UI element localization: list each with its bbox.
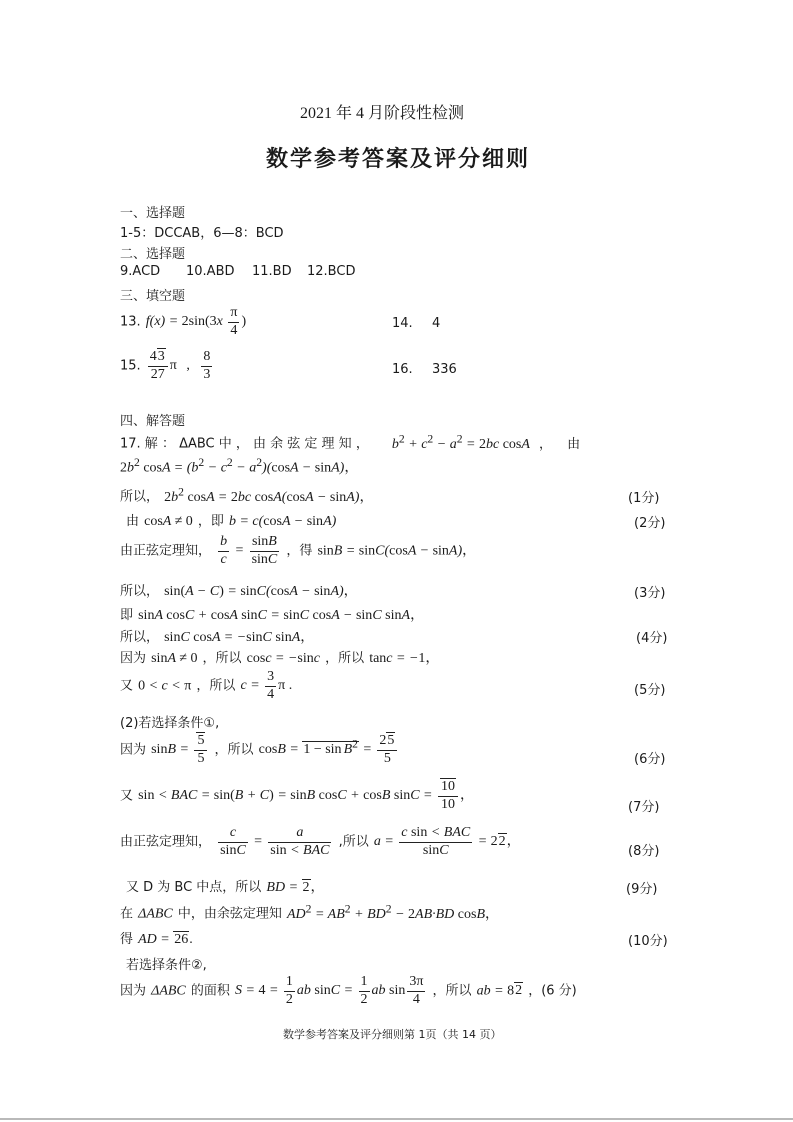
answer-14: 4 <box>432 316 441 331</box>
formula: a = $\frac{\text{c sin < BAC}}{\sin C}$ = 22， <box>373 825 521 858</box>
formula: $\frac{c}{\sin C}$ = $\frac{a}{\text{sin < BAC}}$ <box>220 825 330 858</box>
condition-heading: 若选择条件②, <box>126 958 207 973</box>
formula: AD = 26. <box>138 932 193 947</box>
score-label: (3分) <box>634 586 666 601</box>
solution-line: 所以， $2b^2$ cosA = 2bc cosA(cosA − sinA)， <box>120 485 374 505</box>
page-footer: 数学参考答案及评分细则第 1页（共 14 页） <box>283 1028 502 1041</box>
formula: b = c(cosA − sinA) <box>228 514 337 529</box>
section-heading-multi: 二、选择题 <box>120 247 186 262</box>
formula: sinC cosA = −sinC sinA， <box>164 630 315 645</box>
solution-line: 由正弦定理知， $\frac{c}{\sin C}$ = $\frac{a}{\text{sin < BAC}}$ ,所以 a = $\frac{\text{c sin < BAC}}{\sin C}$ = 22， <box>120 825 521 858</box>
formula: $2b^2$ cosA = 2bc cosA(cosA − sinA)， <box>164 485 374 505</box>
solution-line: 在 ΔABC 中，由余弦定理知 $AD^2 = AB^2 + BD^2 - 2AB\cdot BD$ cosB， <box>120 902 500 922</box>
score-label: (7分) <box>628 800 660 815</box>
formula: $\frac{b}{c}$ = $\frac{\sin B}{\sin C}$ <box>220 534 278 567</box>
score-label: (2分) <box>634 516 666 531</box>
score-label: (8分) <box>628 844 660 859</box>
answer-13 <box>120 306 246 338</box>
solution-line: 即 sinA cosC + cosA sinC = sinC cosA − sinC sinA， <box>120 608 425 623</box>
solution-line: 因为 sinB = $\frac{5}{5}$ ，所以 $\cos B = 1 - \sin B^2$ = $\frac{25}{5}$ <box>120 734 399 766</box>
formula: 0 < c < π <box>138 678 192 694</box>
solution-line: 17. 解 ： ΔABC 中 ， 由 余 弦 定 理 知 ， $b^2 + c^2 - a^2 = 2bc$ cosA ， 由 <box>120 432 581 452</box>
formula: S = 4 = $\frac{1}{2}$ ab sinC = $\frac{1}{2}$ ab sin $\frac{3\pi}{4}$ <box>234 974 424 1007</box>
solution-line: 由正弦定理知， $\frac{b}{c}$ = $\frac{\sin B}{\sin C}$ ，得 sinB = sinC(cosA − sinA)， <box>120 534 477 567</box>
formula: $b^2 + c^2 - a^2 = 2bc$ cosA <box>391 432 530 452</box>
formula: $2b^2$ $\cos A = (b^2 - c^2 - a^2)(\cos A - \sin A)$， <box>120 456 359 476</box>
formula: $\cos B = 1 - \sin B^2$ = $\frac{25}{5}$ <box>259 742 400 757</box>
formula: $AD^2 = AB^2 + BD^2 - 2AB\cdot BD$ cosB， <box>286 902 500 922</box>
solution-line: 又 sin < BAC = sin(B + C) = sinB cosC + cosB sinC = $\frac{10}{10}$ ， <box>120 779 475 812</box>
formula: f(x) = 2sin(3x $\frac{\pi}{4}$ ) <box>145 305 247 338</box>
answer-15 <box>120 350 214 382</box>
formula: sinB = $\frac{5}{5}$ <box>151 742 209 757</box>
page-title: 数学参考答案及评分细则 <box>266 147 531 172</box>
solution-line: 又 0 < c < π ，所以 c = $\frac{3}{4}$ π . <box>120 669 293 702</box>
multi-answer: 11.BD <box>252 264 292 279</box>
solution-line: 因为 sinA ≠ 0 ，所以 cosc = −sinc ，所以 tanc = −1， <box>120 651 440 666</box>
question-label: 14. <box>392 316 413 331</box>
formula: c = $\frac{3}{4}$ π . <box>240 669 293 702</box>
choice-answers: 1-5：DCCAB，6—8：BCD <box>120 226 284 241</box>
solution-line: 所以， sin(A − C) = sinC(cosA − sinA)， <box>120 584 358 599</box>
question-label: 16. <box>392 362 413 377</box>
solution-line: 又 D 为 BC 中点，所以 BD = 2， <box>126 880 325 895</box>
formula: ΔABC <box>138 906 173 922</box>
solution-line: 得 AD = 26. <box>120 932 193 947</box>
condition-heading: (2)若选择条件①, <box>120 716 220 731</box>
formula: sinA ≠ 0 <box>151 651 198 666</box>
question-label: 13. <box>120 314 141 330</box>
multi-answer: 12.BCD <box>307 264 356 279</box>
score-label: (5分) <box>634 683 666 698</box>
formula: BD = 2， <box>266 880 325 895</box>
score-label: (4分) <box>636 631 668 646</box>
formula: sinA cosC + cosA sinC = sinC cosA − sinC sinA， <box>138 608 425 623</box>
formula: cosA ≠ 0 <box>144 514 193 529</box>
formula: ΔABC <box>151 983 186 999</box>
formula: sinB = sinC(cosA − sinA)， <box>317 543 477 559</box>
formula: sin < BAC = sin(B + C) = sinB cosC + cosB sinC = $\frac{10}{10}$ ， <box>138 779 475 812</box>
formula: sin(A − C) = sinC(cosA − sinA)， <box>164 584 358 599</box>
solution-line: 所以， sinC cosA = −sinC sinA， <box>120 630 315 645</box>
section-heading-choice: 一、选择题 <box>120 206 186 221</box>
formula: $\frac{43}{27}$ π , $\frac{8}{3}$ <box>149 349 211 382</box>
multi-answer: 10.ABD <box>186 264 235 279</box>
section-heading-solve: 四、解答题 <box>120 414 186 429</box>
answer-16: 336 <box>432 362 457 377</box>
solution-line: 由 cosA ≠ 0 ，即 b = c(cosA − sinA) <box>126 514 337 529</box>
page-bottom-rule <box>0 1118 793 1120</box>
formula: tanc = −1， <box>369 651 440 666</box>
score-label: (9分) <box>626 882 658 897</box>
formula: cosc = −sinc <box>246 651 320 666</box>
question-label: 15. <box>120 358 141 374</box>
score-label: (1分) <box>628 491 660 506</box>
exam-subtitle: 2021 年 4 月阶段性检测 <box>300 105 465 122</box>
score-label: (6分) <box>634 752 666 767</box>
score-label: (10分) <box>628 934 668 949</box>
section-heading-fill: 三、填空题 <box>120 289 186 304</box>
solution-line: 因为 ΔABC 的面积 S = 4 = $\frac{1}{2}$ ab sinC = $\frac{1}{2}$ ab sin $\frac{3\pi}{4}$ ，所以 ab = 82 ，(6 分) <box>120 974 577 1007</box>
multi-answer: 9.ACD <box>120 264 161 279</box>
formula: ab = 82 <box>476 983 523 999</box>
